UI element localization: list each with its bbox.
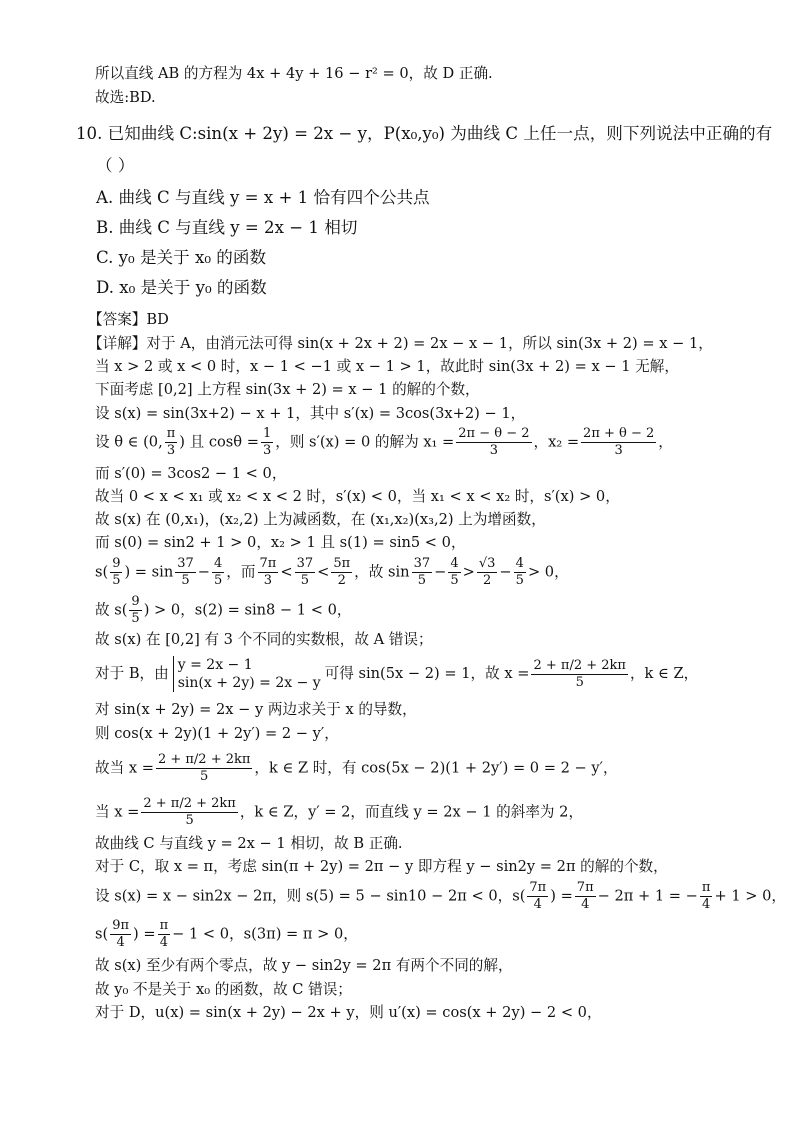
solution-line-12: 故 s(x) 在 [0,2] 有 3 个不同的实数根，故 A 错误； — [95, 631, 433, 648]
answer-bracket: （ ） — [96, 156, 135, 175]
part-c1-line: 设 s(x) = x − sin2x − 2π，则 s(5) = 5 − sin10 − 2π < 0，s( $\frac{7\pi}{4}$ ) = $\frac{7\pi}{4}$ − 2π + 1 = − $\frac{\pi}{4}$ + 1 > 0， — [95, 880, 786, 912]
solution-line-14: 对 sin(x + 2y) = 2x − y 两边求关于 x 的导数， — [95, 701, 417, 718]
s95-line: s( $\frac{9}{5}$ ) = sin $\frac{37}{5}$ − $\frac{4}{5}$ ，而 $\frac{7\pi}{3}$ < $\frac{37}{5}$ < $\frac{5\pi}{2}$ ，故 sin $\frac{37}{5}$ − $\frac{4}{5}$ > $\frac{√3}{2}$ − $\frac{4}{5}$ > 0， — [95, 556, 569, 588]
solution-line-23: 故 y₀ 不是关于 x₀ 的函数，故 C 错误； — [95, 981, 352, 998]
option-c: C. y₀ 是关于 x₀ 的函数 — [96, 248, 267, 267]
solution-line-22: 故 s(x) 至少有两个零点，故 y − sin2y = 2π 有两个不同的解， — [95, 957, 513, 974]
theta-line: 设 θ ∈ (0, $\frac{\pi}{3}$ ) 且 cosθ = $\frac{1}{3}$ ，则 s′(x) = 0 的解为 x₁ = $\frac{2\pi - \theta - 2}{3}$ ，x₂ = $\frac{2\pi + \theta - 2}{3}$ ， — [95, 426, 673, 458]
solution-line-2: 当 x > 2 或 x < 0 时，x − 1 < −1 或 x − 1 > 1，故此时 sin(3x + 2) = x − 1 无解， — [95, 358, 679, 375]
solution-line-24: 对于 D，u(x) = sin(x + 2y) − 2x + y，则 u′(x) = cos(x + 2y) − 2 < 0， — [95, 1004, 602, 1021]
s95b-line: 故 s( $\frac{9}{5}$ ) > 0，s(2) = sin8 − 1 < 0， — [95, 594, 352, 626]
solution-line-4: 设 s(x) = sin(3x+2) − x + 1，其中 s′(x) = 3cos(3x+2) − 1， — [95, 405, 526, 422]
solution-line-8: 故 s(x) 在 (0,x₁)，(x₂,2) 上为减函数，在 (x₁,x₂)(x₃,2) 上为增函数， — [95, 511, 546, 528]
answer-line: 【答案】BD — [88, 311, 169, 328]
solution-line-1: 【详解】对于 A，由消元法可得 sin(x + 2x + 2) = 2x − x − 1，所以 sin(3x + 2) = x − 1， — [88, 335, 713, 352]
option-b: B. 曲线 C 与直线 y = 2x − 1 相切 — [96, 218, 358, 237]
solution-line-19: 对于 C，取 x = π，考虑 sin(π + 2y) = 2π − y 即方程 y − sin2y = 2π 的解的个数， — [95, 858, 668, 875]
solution-line-9: 而 s(0) = sin2 + 1 > 0，x₂ > 1 且 s(1) = sin5 < 0， — [95, 534, 466, 551]
text-line-2: 故选:BD. — [95, 89, 156, 106]
part-c2-line: s( $\frac{9\pi}{4}$ ) = $\frac{\pi}{4}$ − 1 < 0，s(3π) = π > 0， — [95, 918, 358, 950]
equation-system: y = 2x − 1 sin(x + 2y) = 2x − y — [173, 656, 321, 692]
solution-line-15: 则 cos(x + 2y)(1 + 2y′) = 2 − y′， — [95, 725, 339, 742]
question-stem: 10. 已知曲线 C:sin(x + 2y) = 2x − y，P(x₀,y₀) 为曲线 C 上任一点，则下列说法中正确的有 — [76, 124, 773, 143]
part-b3-line: 当 x = $\frac{2 + \pi/2 + 2k\pi}{5}$ ，k ∈ Z，y′ = 2，而直线 y = 2x − 1 的斜率为 2， — [95, 796, 584, 828]
solution-line-7: 故当 0 < x < x₁ 或 x₂ < x < 2 时，s′(x) < 0，当 x₁ < x < x₂ 时，s′(x) > 0， — [95, 488, 620, 505]
text-line-1: 所以直线 AB 的方程为 4x + 4y + 16 − r² = 0，故 D 正确. — [95, 65, 493, 82]
option-a: A. 曲线 C 与直线 y = x + 1 恰有四个公共点 — [96, 188, 430, 207]
option-d: D. x₀ 是关于 y₀ 的函数 — [96, 278, 267, 297]
part-b-line: 对于 B，由 y = 2x − 1 sin(x + 2y) = 2x − y 可得 sin(5x − 2) = 1，故 x = $\frac{2 + \pi/2 + 2k\pi}{5}$ ，k ∈ Z， — [95, 657, 699, 691]
solution-line-18: 故曲线 C 与直线 y = 2x − 1 相切，故 B 正确. — [95, 835, 403, 852]
solution-line-3: 下面考虑 [0,2] 上方程 sin(3x + 2) = x − 1 的解的个数， — [95, 381, 480, 398]
part-b2-line: 故当 x = $\frac{2 + \pi/2 + 2k\pi}{5}$ ，k ∈ Z 时，有 cos(5x − 2)(1 + 2y′) = 0 = 2 − y′， — [95, 752, 618, 784]
solution-line-6: 而 s′(0) = 3cos2 − 1 < 0， — [95, 465, 287, 482]
